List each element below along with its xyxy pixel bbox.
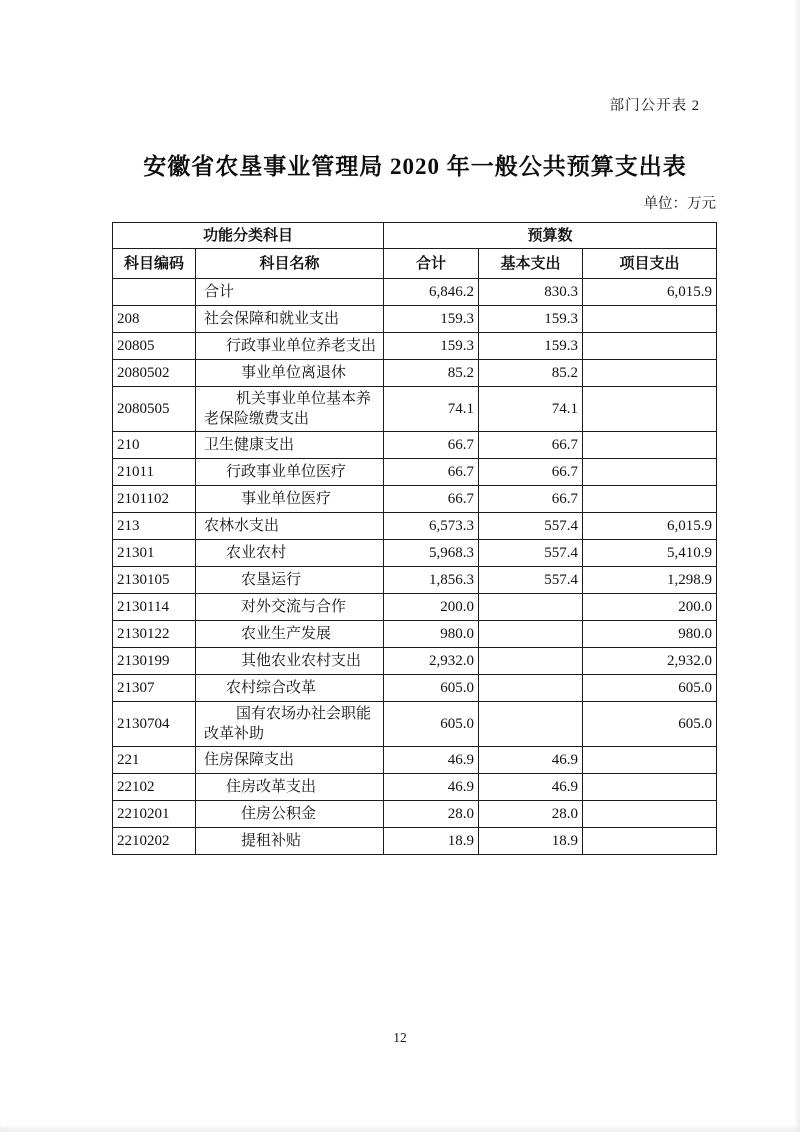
header-total: 合计 — [384, 249, 479, 279]
cell-subject-code: 2130199 — [113, 648, 196, 675]
cell-total: 980.0 — [384, 621, 479, 648]
cell-project-expenditure — [583, 432, 717, 459]
cell-subject-name: 住房公积金 — [196, 801, 384, 828]
cell-total: 5,968.3 — [384, 540, 479, 567]
cell-subject-name: 农业生产发展 — [196, 621, 384, 648]
cell-subject-code: 2130105 — [113, 567, 196, 594]
cell-project-expenditure — [583, 747, 717, 774]
cell-basic-expenditure — [479, 675, 583, 702]
cell-basic-expenditure: 28.0 — [479, 801, 583, 828]
cell-total: 159.3 — [384, 306, 479, 333]
table-row — [113, 621, 717, 648]
cell-subject-name: 合计 — [196, 279, 384, 306]
cell-project-expenditure: 605.0 — [583, 675, 717, 702]
page-title: 安徽省农垦事业管理局 2020 年一般公共预算支出表 — [143, 154, 687, 179]
cell-total: 6,846.2 — [384, 279, 479, 306]
cell-subject-code: 2130704 — [113, 702, 196, 747]
cell-subject-code: 208 — [113, 306, 196, 333]
cell-subject-name: 事业单位医疗 — [196, 486, 384, 513]
cell-subject-code: 221 — [113, 747, 196, 774]
header-subject-code: 科目编码 — [113, 249, 196, 279]
cell-basic-expenditure — [479, 702, 583, 747]
table-row — [113, 486, 717, 513]
table-row — [113, 567, 717, 594]
table-row — [113, 594, 717, 621]
table-row — [113, 747, 717, 774]
page-number: 12 — [393, 1030, 407, 1045]
table-row — [113, 702, 717, 747]
cell-project-expenditure — [583, 486, 717, 513]
cell-subject-name: 事业单位离退休 — [196, 360, 384, 387]
cell-subject-name: 行政事业单位养老支出 — [196, 333, 384, 360]
cell-subject-name: 卫生健康支出 — [196, 432, 384, 459]
cell-basic-expenditure: 85.2 — [479, 360, 583, 387]
cell-project-expenditure: 2,932.0 — [583, 648, 717, 675]
cell-basic-expenditure: 557.4 — [479, 513, 583, 540]
header-subject-name: 科目名称 — [196, 249, 384, 279]
table-column-header-row — [113, 249, 717, 279]
cell-project-expenditure — [583, 774, 717, 801]
cell-total: 46.9 — [384, 747, 479, 774]
cell-subject-code: 21307 — [113, 675, 196, 702]
cell-project-expenditure — [583, 360, 717, 387]
table-row — [113, 774, 717, 801]
cell-total: 28.0 — [384, 801, 479, 828]
cell-subject-code: 2130122 — [113, 621, 196, 648]
cell-basic-expenditure: 557.4 — [479, 567, 583, 594]
header-project-expenditure: 项目支出 — [583, 249, 717, 279]
budget-expenditure-table — [112, 222, 717, 855]
cell-basic-expenditure — [479, 594, 583, 621]
cell-subject-name: 农林水支出 — [196, 513, 384, 540]
cell-subject-name: 农垦运行 — [196, 567, 384, 594]
table-row — [113, 801, 717, 828]
cell-basic-expenditure: 830.3 — [479, 279, 583, 306]
header-functional-category: 功能分类科目 — [113, 223, 384, 249]
table-row — [113, 387, 717, 432]
cell-project-expenditure: 1,298.9 — [583, 567, 717, 594]
cell-basic-expenditure: 46.9 — [479, 747, 583, 774]
cell-project-expenditure — [583, 306, 717, 333]
cell-total: 2,932.0 — [384, 648, 479, 675]
cell-project-expenditure: 605.0 — [583, 702, 717, 747]
cell-subject-code — [113, 279, 196, 306]
cell-subject-name: 国有农场办社会职能改革补助 — [196, 702, 384, 747]
cell-subject-name: 社会保障和就业支出 — [196, 306, 384, 333]
cell-basic-expenditure: 66.7 — [479, 459, 583, 486]
department-disclosure-table-label: 部门公开表 2 — [609, 98, 700, 114]
table-row — [113, 540, 717, 567]
cell-total: 66.7 — [384, 486, 479, 513]
cell-basic-expenditure: 159.3 — [479, 306, 583, 333]
cell-basic-expenditure — [479, 621, 583, 648]
cell-subject-name: 住房保障支出 — [196, 747, 384, 774]
table-row — [113, 360, 717, 387]
cell-total: 6,573.3 — [384, 513, 479, 540]
unit-label: 单位：万元 — [643, 196, 716, 212]
cell-total: 159.3 — [384, 333, 479, 360]
cell-subject-code: 2210202 — [113, 828, 196, 855]
cell-total: 605.0 — [384, 702, 479, 747]
cell-total: 66.7 — [384, 459, 479, 486]
cell-total: 46.9 — [384, 774, 479, 801]
cell-basic-expenditure: 66.7 — [479, 432, 583, 459]
cell-subject-code: 213 — [113, 513, 196, 540]
cell-total: 74.1 — [384, 387, 479, 432]
cell-subject-name: 对外交流与合作 — [196, 594, 384, 621]
cell-subject-code: 20805 — [113, 333, 196, 360]
cell-project-expenditure: 6,015.9 — [583, 513, 717, 540]
cell-basic-expenditure: 159.3 — [479, 333, 583, 360]
cell-subject-name: 住房改革支出 — [196, 774, 384, 801]
table-row — [113, 828, 717, 855]
cell-subject-code: 21011 — [113, 459, 196, 486]
cell-total: 200.0 — [384, 594, 479, 621]
cell-project-expenditure: 200.0 — [583, 594, 717, 621]
header-budget-figures: 预算数 — [384, 223, 717, 249]
cell-total: 1,856.3 — [384, 567, 479, 594]
table-row — [113, 333, 717, 360]
cell-subject-code: 210 — [113, 432, 196, 459]
cell-subject-code: 22102 — [113, 774, 196, 801]
cell-subject-name: 其他农业农村支出 — [196, 648, 384, 675]
cell-project-expenditure — [583, 333, 717, 360]
cell-basic-expenditure: 18.9 — [479, 828, 583, 855]
cell-basic-expenditure: 74.1 — [479, 387, 583, 432]
cell-project-expenditure — [583, 801, 717, 828]
table-row — [113, 279, 717, 306]
cell-subject-name: 提租补贴 — [196, 828, 384, 855]
cell-basic-expenditure: 66.7 — [479, 486, 583, 513]
cell-basic-expenditure: 46.9 — [479, 774, 583, 801]
cell-total: 18.9 — [384, 828, 479, 855]
cell-project-expenditure — [583, 459, 717, 486]
cell-basic-expenditure: 557.4 — [479, 540, 583, 567]
cell-subject-code: 21301 — [113, 540, 196, 567]
cell-subject-name: 农业农村 — [196, 540, 384, 567]
cell-total: 66.7 — [384, 432, 479, 459]
cell-subject-name: 农村综合改革 — [196, 675, 384, 702]
cell-subject-code: 2210201 — [113, 801, 196, 828]
cell-project-expenditure: 5,410.9 — [583, 540, 717, 567]
table-row — [113, 675, 717, 702]
cell-subject-code: 2080505 — [113, 387, 196, 432]
table-row — [113, 306, 717, 333]
cell-basic-expenditure — [479, 648, 583, 675]
table-row — [113, 513, 717, 540]
header-basic-expenditure: 基本支出 — [479, 249, 583, 279]
cell-subject-code: 2080502 — [113, 360, 196, 387]
table-row — [113, 459, 717, 486]
cell-project-expenditure: 6,015.9 — [583, 279, 717, 306]
cell-project-expenditure — [583, 387, 717, 432]
cell-subject-name: 机关事业单位基本养老保险缴费支出 — [196, 387, 384, 432]
cell-project-expenditure: 980.0 — [583, 621, 717, 648]
table-group-header-row — [113, 223, 717, 249]
cell-total: 605.0 — [384, 675, 479, 702]
table-row — [113, 432, 717, 459]
cell-subject-code: 2130114 — [113, 594, 196, 621]
cell-subject-name: 行政事业单位医疗 — [196, 459, 384, 486]
cell-subject-code: 2101102 — [113, 486, 196, 513]
cell-project-expenditure — [583, 828, 717, 855]
table-row — [113, 648, 717, 675]
cell-total: 85.2 — [384, 360, 479, 387]
